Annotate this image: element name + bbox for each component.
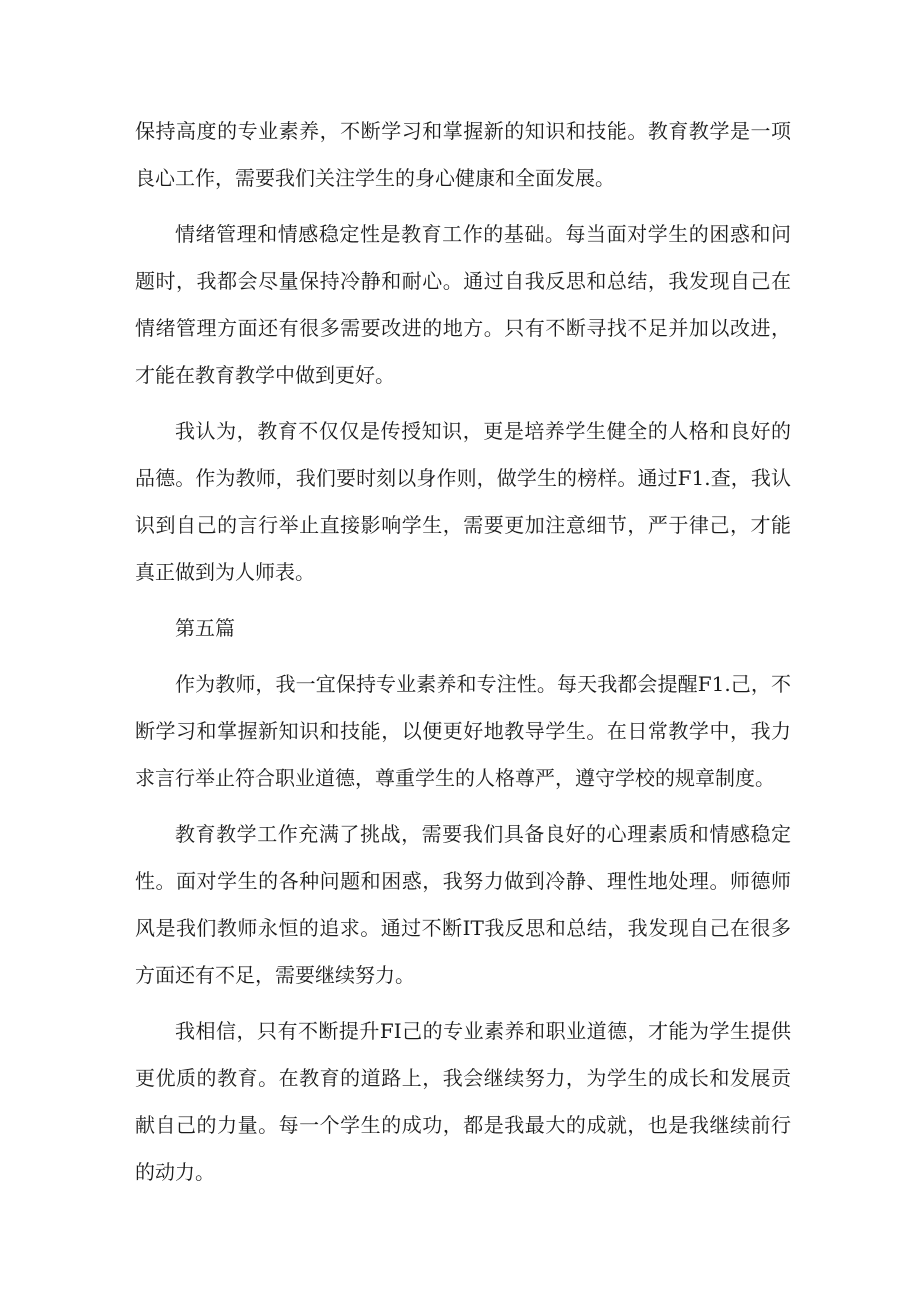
section-paragraph-3: 我相信，只有不断提升FI己的专业素养和职业道德，才能为学生提供更优质的教育。在教育的道路上，我会继续努力，为学生的成长和发展贡献自己的力量。每一个学生的成功，都是我最大的成就，也是我继续前行的动力。 — [135, 1019, 791, 1184]
section-paragraph-2: 教育教学工作充满了挑战，需要我们具备良好的心理素质和情感稳定性。面对学生的各种问题和困惑，我努力做到冷静、理性地处理。师德师风是我们教师永恒的追求。通过不断IT我反思和总结，我发现自己在很多方面还有不足，需要继续努力。 — [135, 822, 791, 987]
paragraph-3: 我认为，教育不仅仅是传授知识，更是培养学生健全的人格和良好的品德。作为教师，我们要时刻以身作则，做学生的榜样。通过F1.查，我认识到自己的言行举止直接影响学生，需要更加注意细节，严于律己，才能真正做到为人师表。 — [135, 419, 791, 584]
document-body — [135, 108, 791, 1196]
section-paragraph-1: 作为教师，我一宜保持专业素养和专注性。每天我都会提醒F1.己，不断学习和掌握新知识和技能，以便更好地教导学生。在日常教学中，我力求言行举止符合职业道德，尊重学生的人格尊严，遵守学校的规章制度。 — [135, 672, 791, 790]
paragraph-1: 保持高度的专业素养，不断学习和掌握新的知识和技能。教育教学是一项良心工作，需要我们关注学生的身心健康和全面发展。 — [135, 119, 791, 190]
paragraph-2: 情绪管理和情感稳定性是教育工作的基础。每当面对学生的困惑和问题时，我都会尽量保持冷静和耐心。通过自我反思和总结，我发现自己在情绪管理方面还有很多需要改进的地方。只有不断寻找不足并加以改进，才能在教育教学中做到更好。 — [135, 222, 791, 387]
section-heading: 第五篇 — [175, 616, 235, 640]
